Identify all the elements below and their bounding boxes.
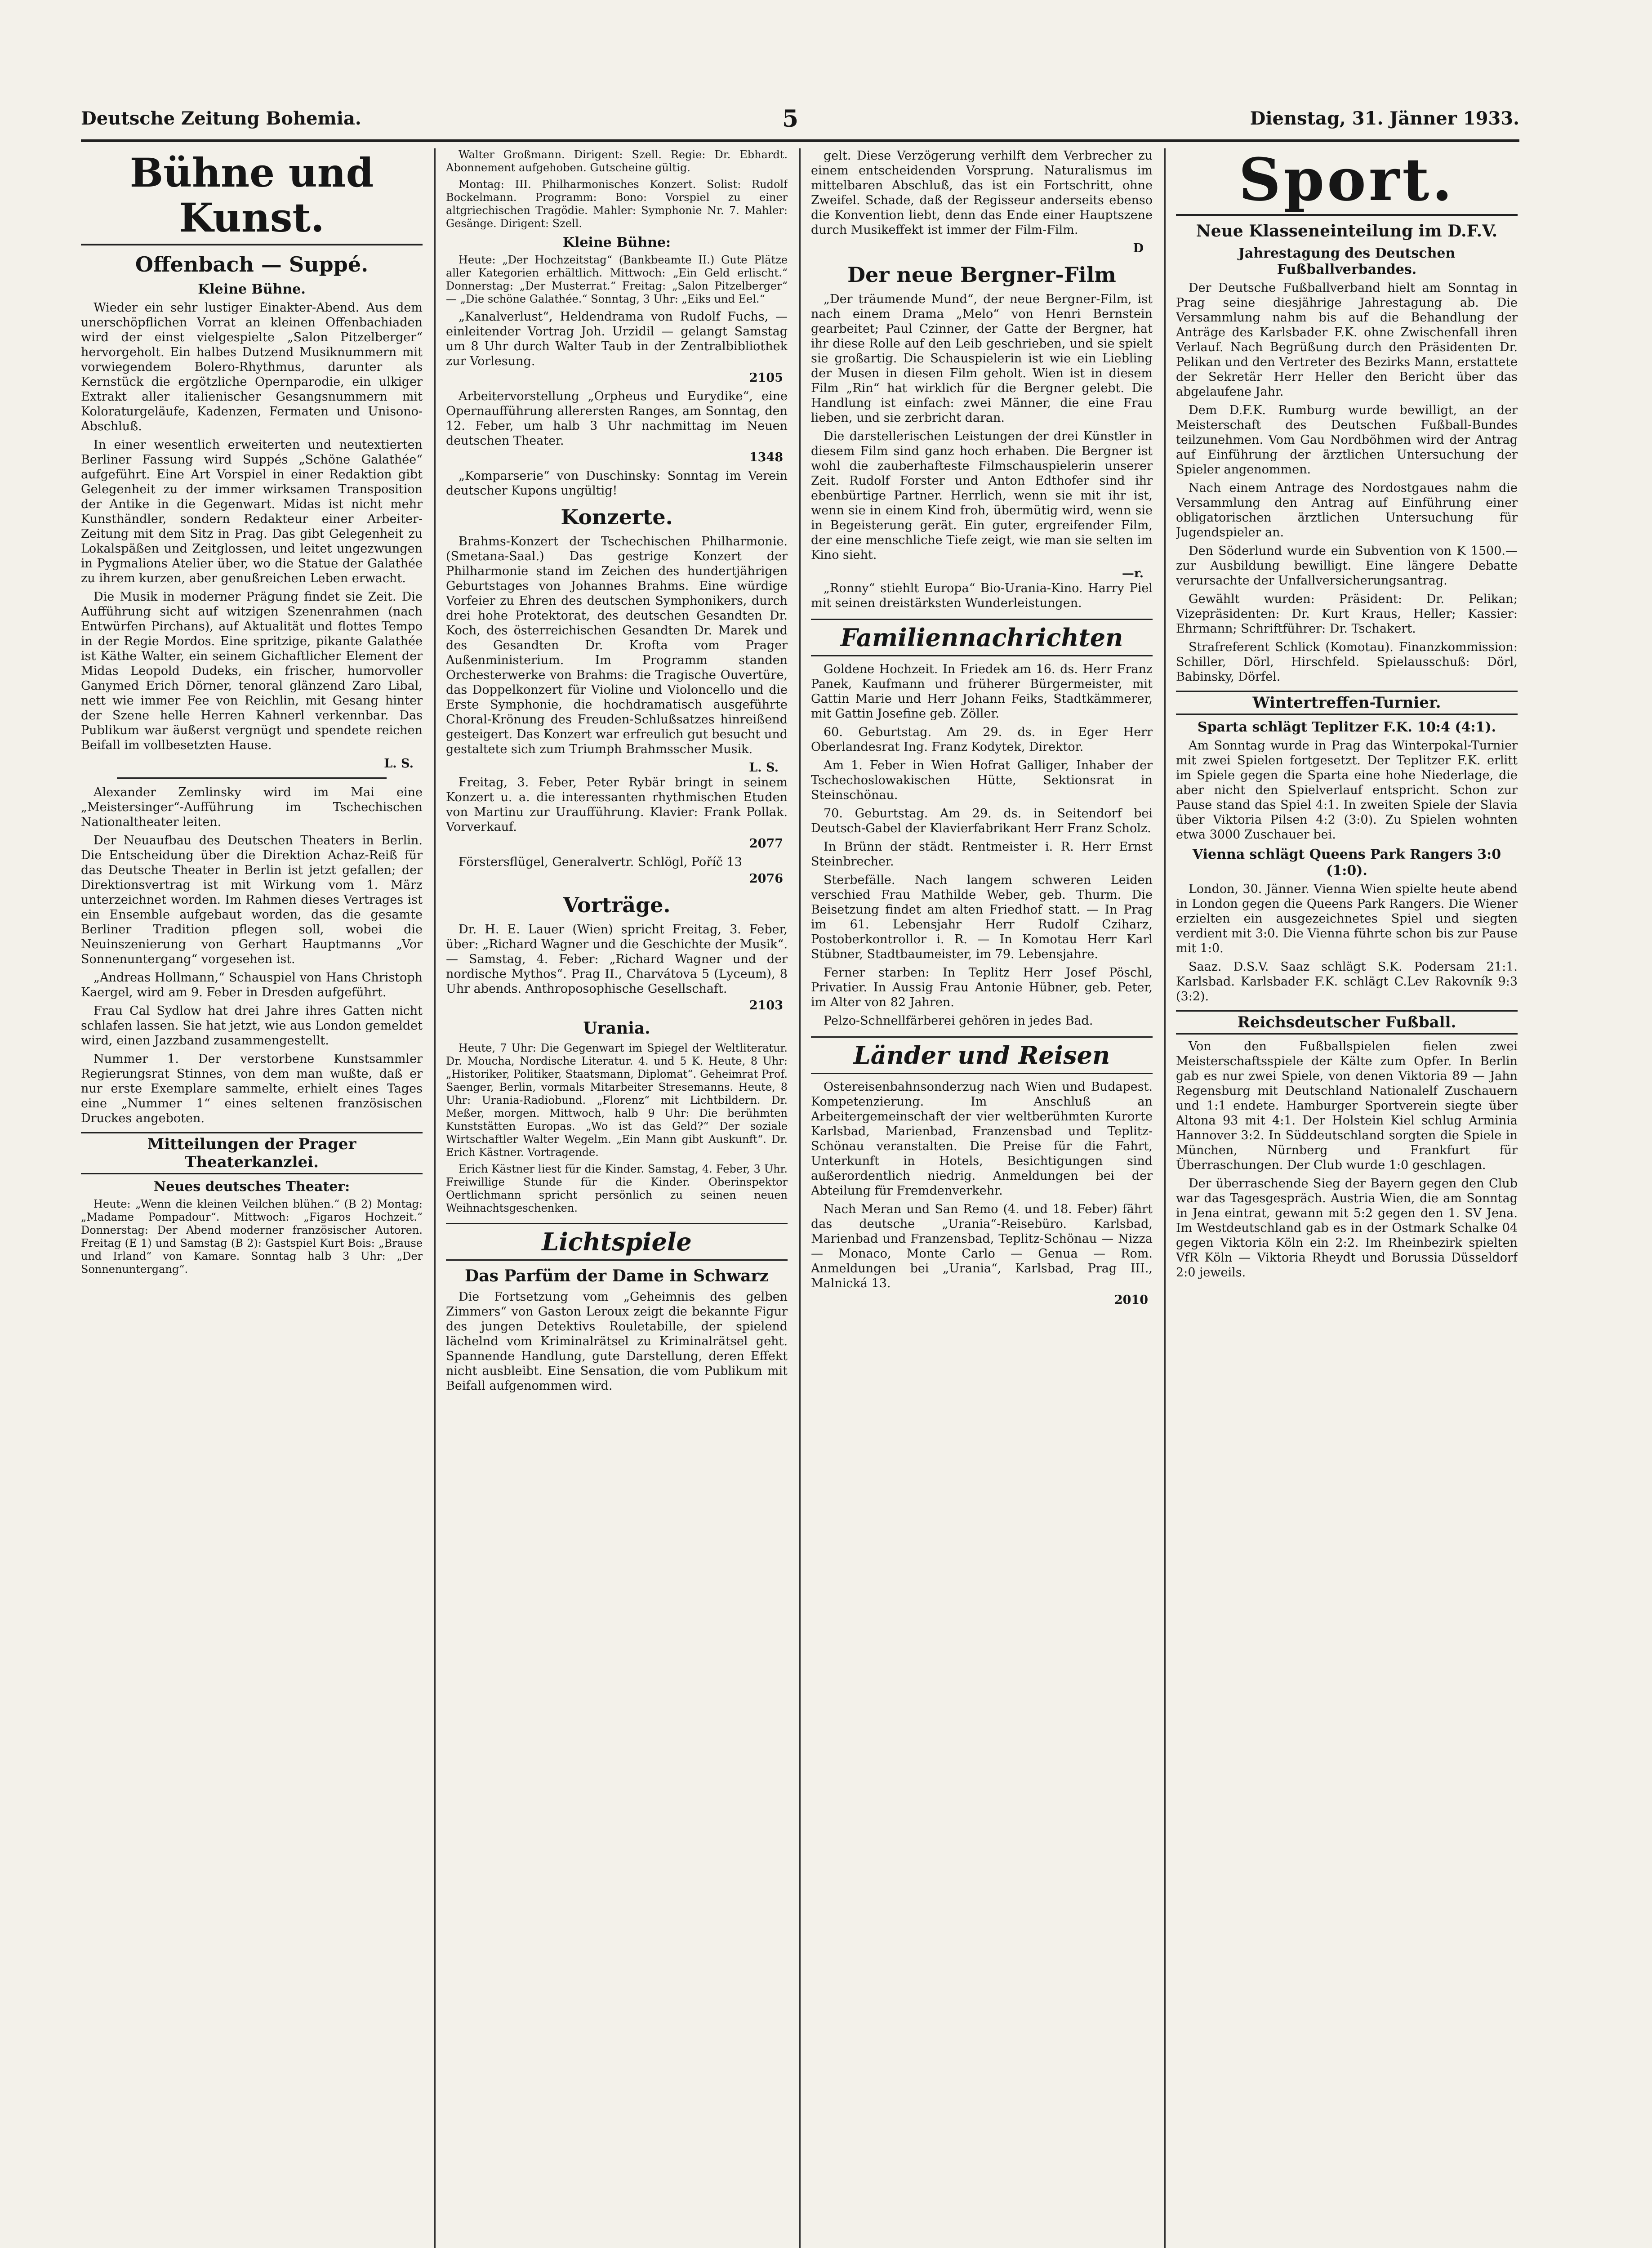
ad-number: 2076: [749, 872, 783, 886]
separator: [117, 777, 387, 779]
article-paragraph: Der Deutsche Fußballverband hielt am Sonntag in Prag seine diesjährige Jahrestagung ab. Die Versammlung nahm bis auf die Behandlung der Anträge des Karlsbader F.K. ohne Zwischenfall ihren Verlauf. Nach Begrüßung durch den Präsidenten Dr. Pelikan und den Vertreter des Bezirks Mann, erstattete der Sekretär Herr Heller den Bericht über das abgelaufene Jahr.: [1176, 281, 1518, 399]
section-heading: Vorträge.: [563, 893, 671, 917]
issue-date: Dienstag, 31. Jänner 1933.: [1250, 108, 1519, 129]
ad-number: 1348: [749, 450, 783, 464]
article-headline: Sparta schlägt Teplitzer F.K. 10:4 (4:1).: [1197, 719, 1496, 735]
masthead: [81, 99, 1519, 142]
article-paragraph: Die Fortsetzung vom „Geheimnis des gelben Zimmers“ von Gaston Leroux zeigt die bekannte Figur des jungen Detektivs Rouletabille, der spielend lächelnd vom Kriminalrätsel zu Kriminalrätsel geht. Spannende Handlung, gute Darstellung, deren Effekt nicht ausbleibt. Eine Sensation, die vom Publikum mit Beifall aufgenommen wird.: [446, 1290, 788, 1393]
ad-number: 2105: [749, 371, 783, 385]
news-item: Ostereisenbahnsonderzug nach Wien und Budapest. Kompetenzierung. Im Anschluß an Arbeitergemeinschaft der vier weltberühmten Kurorte Karlsbad, Marienbad, Franzensbad und Teplitz-Schönau veranstalten. Die Preise für die Fahrt, Unterkunft in Hotels, Besichtigungen sind außerordentlich niedrig. Anmeldungen bei der Abteilung für Fremdenverkehr.: [811, 1080, 1153, 1198]
author-signature: —r.: [1122, 566, 1144, 580]
newspaper-page: [81, 99, 1519, 2248]
author-signature: D: [1133, 241, 1144, 255]
section-heading: Reichsdeutscher Fußball.: [1176, 1010, 1518, 1035]
article-headline: Der neue Bergner-Film: [847, 263, 1116, 287]
article-subhead: Kleine Bühne.: [198, 281, 306, 297]
author-signature: L. S.: [384, 757, 414, 771]
news-item: „Andreas Hollmann,“ Schauspiel von Hans Christoph Kaergel, wird am 9. Feber in Dresden aufgeführt.: [81, 971, 423, 999]
article-paragraph: Saaz. D.S.V. Saaz schlägt S.K. Podersam 21:1. Karlsbad. Karlsbader F.K. schlägt C.Lev Rakovník 9:3 (3:2).: [1176, 960, 1518, 1004]
news-item: Der Neuaufbau des Deutschen Theaters in Berlin. Die Entscheidung über die Direktion Achaz-Reiß für das Deutsche Theater in Berlin ist jetzt gefallen; der Direktionsvertrag ist mit Wirkung vom 1. März unterzeichnet worden. Im Rahmen dieses Vertrages ist ein Ensemble aufgebaut worden, das die gesamte Berliner Tradition pflegen soll, wobei die Neuinszenierung von Gerhart Hauptmanns „Vor Sonnenuntergang“ vorgesehen ist.: [81, 834, 423, 966]
article-paragraph: London, 30. Jänner. Vienna Wien spielte heute abend in London gegen die Queens Park Rangers. Die Wiener erzielten ein ausgezeichnetes Spiel und siegten verdient mit 3:0. Die Vienna führte schon bis zur Pause mit 1:0.: [1176, 882, 1518, 955]
news-item: 60. Geburtstag. Am 29. ds. in Eger Herr Oberlandesrat Ing. Franz Kodytek, Direktor.: [811, 725, 1153, 754]
section-heading: Mitteilungen der Prager Theaterkanzlei.: [81, 1132, 423, 1174]
news-item: In Brünn der städt. Rentmeister i. R. Herr Ernst Steinbrecher.: [811, 840, 1153, 869]
page-number: 5: [782, 105, 799, 133]
news-item: Nach Meran und San Remo (4. und 18. Feber) fährt das deutsche „Urania“-Reisebüro. Karlsbad, Marienbad und Franzensbad, Teplitz-Schönau — Nizza — Monaco, Monte Carlo — Genua — Rom. Anmeldungen bei „Urania“, Karlsbad, Prag III., Malnická 13.: [811, 1202, 1153, 1290]
article-paragraph: „Der träumende Mund“, der neue Bergner-Film, ist nach einem Drama „Melo“ von Henri Bernstein gearbeitet; Paul Czinner, der Gatte der Bergner, hat ihr diese Rolle auf den Leib geschrieben, und sie spielt sie großartig. Die Schauspielerin ist wie ein Liebling der Musen in diesen Film geholt. Wien ist in diesem Film „Rin“ hat wirklich für die Bergner gelebt. Die Handlung ist einfach: zwei Männer, die eine Frau lieben, und sie zerbricht daran.: [811, 292, 1153, 425]
ad-number: 2103: [749, 999, 783, 1012]
column-4: [1176, 148, 1518, 2248]
section-subheading: Neues deutsches Theater:: [153, 1179, 350, 1195]
article-paragraph: In einer wesentlich erweiterten und neutextierten Berliner Fassung wird Suppés „Schöne Galathée“ aufgeführt. Eine Art Vorspiel in einer Redaktion gibt Gelegenheit zu der immer wirksamen Transposition der Antike in die Gegenwart. Midas ist nicht mehr Kunsthändler, sondern Redakteur einer Arbeiter-Zeitung mit dem Sitz in Prag. Das gibt Gelegenheit zu Lokalspäßen und Zeitglossen, und leitet ungezwungen in Pygmalions Atelier über, wo die Statue der Galathée zu ihrem kurzen, aber genußreichen Leben erwacht.: [81, 438, 423, 585]
article-headline: Offenbach — Suppé.: [135, 252, 369, 277]
article-paragraph: Den Söderlund wurde ein Subvention von K 1500.— zur Ausbildung bewilligt. Eine längere Debatte verursachte der Unfallversicherungsantrag.: [1176, 544, 1518, 588]
column-divider: [1164, 148, 1166, 2248]
article-headline: Vienna schlägt Queens Park Rangers 3:0 (1:0).: [1192, 847, 1501, 879]
news-item: Am 1. Feber in Wien Hofrat Galliger, Inhaber der Tschechoslowakischen Hütte, Sektionsrat in Steinschönau.: [811, 758, 1153, 802]
article-paragraph: Gewählt wurden: Präsident: Dr. Pelikan; Vizepräsidenten: Dr. Kurt Kraus, Heller; Kassier: Ehrmann; Schriftführer: Dr. Tschakert.: [1176, 592, 1518, 636]
article-headline: Neue Klasseneinteilung im D.F.V.: [1196, 222, 1498, 241]
article-paragraph: Strafreferent Schlick (Komotau). Finanzkommission: Schiller, Dörl, Hirschfeld. Spielausschuß: Dörl, Babinsky, Dörfel.: [1176, 640, 1518, 684]
article-paragraph: Die Musik in moderner Prägung findet sie Zeit. Die Aufführung sicht auf witzigen Szenenrahmen (nach Entwürfen Pirchans), auf Aktualität und flottes Tempo in der Regie Mordos. Eine spritzige, pikante Galathée ist Käthe Walter, ein seinem Gichaftlicher Element der Midas Leopold Dudeks, ein frischer, humorvoller Ganymed Erich Dörner, tenoral glänzend Zaro Libal, nett wie immer Fee von Reichlin, mit Gesang hinter der Szene helle Herren Kahnerl verkennbar. Das Publikum war äußerst vergnügt und spendete reichen Beifall im vollbesetzten Hause.: [81, 590, 423, 752]
program-listing: Heute: „Wenn die kleinen Veilchen blühen.“ (B 2) Montag: „Madame Pompadour“. Mittwoch: „Figaros Hochzeit.“ Donnerstag: Der Abend moderner französischer Autoren. Freitag (E 1) und Samstag (B 2): Gastspiel Kurt Bois: „Brause und Irland“ von Kamare. Sonntag halb 3 Uhr: „Der Sonnenuntergang“.: [81, 1198, 423, 1276]
article-headline: Das Parfüm der Dame in Schwarz: [465, 1267, 769, 1285]
article-paragraph: Die darstellerischen Leistungen der drei Künstler in diesem Film sind ganz hoch erhaben. Die Bergner ist wohl die zauberhafteste Filmschauspielerin unserer Zeit. Rudolf Forster und Anton Edthofer sind ihr ebenbürtige Partner. Herrlich, wenn sie mit ihr ist, wenn sie in einem Kind froh, übermütig wird, wenn sie in Begeisterung gerät. Ein guter, ergreifender Film, der eine menschliche Tiefe zeigt, wie man sie selten im Kino sieht.: [811, 429, 1153, 562]
article-paragraph: Am Sonntag wurde in Prag das Winterpokal-Turnier mit zwei Spielen fortgesetzt. Der Teplitzer F.K. erlitt im Spiele gegen die Sparta eine hohe Niederlage, die aber nicht den Spielverlauf entspricht. Schon zur Pause stand das Spiel 4:1. In zweiten Spiele der Slavia über Viktoria Pilsen 4:2 (3:0). Zu Spielen wohnten etwa 3000 Zuschauer bei.: [1176, 739, 1518, 842]
news-item: Frau Cal Sydlow hat drei Jahre ihres Gatten nicht schlafen lassen. Sie hat jetzt, wie aus London gemeldet wird, einen Jazzband zusammengestellt.: [81, 1004, 423, 1048]
program-listing: Heute: „Der Hochzeitstag“ (Bankbeamte II.) Gute Plätze aller Kategorien erhältlich. Mittwoch: „Ein Geld erlischt.“ Donnerstag: „Der Musterrat.“ Freitag: „Salon Pitzelberger“ — „Die schöne Galathée.“ Sonntag, 3 Uhr: „Eiks und Eel.“: [446, 254, 788, 305]
section-title-sport: Sport.: [1176, 148, 1518, 216]
news-item: Nummer 1. Der verstorbene Kunstsammler Regierungsrat Stinnes, von dem man wußte, daß er nur erste Exemplare sammelte, erhielt eines Tages eine „Nummer 1“ eines seltenen französischen Druckes angeboten.: [81, 1052, 423, 1125]
news-item: Arbeitervorstellung „Orpheus und Eurydike“, eine Opernaufführung allerersten Ranges, am Sonntag, den 12. Feber, um halb 3 Uhr nachmittag im Neuen deutschen Theater.: [446, 389, 788, 448]
section-title-cinema: Lichtspiele: [446, 1223, 788, 1261]
ad-number: 2010: [1114, 1293, 1148, 1307]
section-title-family: Familiennachrichten: [811, 619, 1153, 656]
article-paragraph: Brahms-Konzert der Tschechischen Philharmonie. (Smetana-Saal.) Das gestrige Konzert der Philharmonie stand im Zeichen des hundertjährigen Geburtstages von Johannes Brahms. Eine würdige Vorfeier zu Ehren des deutschen Symphonikers, durch drei hohe Protektorat, des deutschen Gesandten Dr. Koch, des österreichischen Gesandten Dr. Marek und des Gesandten Dr. Krofta vom Prager Außenministerium. Im Programm standen Orchesterwerke von Brahms: die Tragische Ouvertüre, das Doppelkonzert für Violine und Violoncello und die Erste Symphonie, die hochdramatisch ausgeführte Choral-Krönung des Freuden-Schlußsatzes hinreißend gesteigert. Das Konzert war erfreulich gut besucht und gestaltete sich zum Triumph Brahmsscher Musik.: [446, 535, 788, 756]
news-item: Dr. H. E. Lauer (Wien) spricht Freitag, 3. Feber, über: „Richard Wagner und die Geschichte der Musik“. — Samstag, 4. Feber: „Richard Wagner und der nordische Mythos“. Prag II., Charvátova 5 (Lyceum), 8 Uhr abends. Anthroposophische Gesellschaft.: [446, 923, 788, 996]
article-paragraph: Nach einem Antrage des Nordostgaues nahm die Versammlung den Antrag auf Einführung einer obligatorischen ärztlichen Untersuchung für Jugendspieler an.: [1176, 481, 1518, 540]
column-1: [81, 148, 423, 2248]
column-divider: [799, 148, 801, 2248]
news-item: „Ronny“ stiehlt Europa“ Bio-Urania-Kino. Harry Piel mit seinen dreistärksten Wunderleistungen.: [811, 581, 1153, 610]
ad-number: 2077: [749, 837, 783, 851]
article-paragraph: Von den Fußballspielen fielen zwei Meisterschaftsspiele der Kälte zum Opfer. In Berlin gab es nur zwei Spiele, von denen Viktoria 89 — Jahn Regensburg mit Deutschland Nationalelf Zuschauern und 1:1 endete. Hamburger Sportverein siegte über Altona 93 mit 4:1. Der Holstein Kiel schlug Arminia Hannover 3:2. In Süddeutschland sorgten die Spiele in München, Nürnberg und Frankfurt für Überraschungen. Der Club wurde 1:0 geschlagen.: [1176, 1039, 1518, 1172]
author-signature: L. S.: [749, 761, 779, 775]
column-divider: [434, 148, 436, 2248]
news-item: Freitag, 3. Feber, Peter Rybär bringt in seinem Konzert u. a. die interessanten rhythmischen Etuden von Martinu zur Uraufführung. Klavier: Frank Pollak. Vorverkauf.: [446, 776, 788, 834]
newspaper-name: Deutsche Zeitung Bohemia.: [81, 108, 361, 129]
program-listing: Erich Kästner liest für die Kinder. Samstag, 4. Feber, 3 Uhr. Freiwillige Stunde für die Kinder. Oberinspektor Oertlichmann spricht persönlich zu seinen neuen Weihnachtsgeschenken.: [446, 1163, 788, 1214]
section-heading: Wintertreffen-Turnier.: [1176, 691, 1518, 715]
section-heading: Urania.: [583, 1019, 650, 1038]
article-paragraph: Der überraschende Sieg der Bayern gegen den Club war das Tagesgespräch. Austria Wien, die am Sonntag in Jena eintrat, gewann mit 5:2 gegen den 1. SV Jena. Im Westdeutschland gab es in der Ostmark Schalke 04 gegen Viktoria Köln ein 2:2. Im Rheinbezirk spielten VfR Köln — Viktoria Rheydt und Borussia Düsseldorf 2:0 jeweils.: [1176, 1177, 1518, 1280]
news-item: Pelzo-Schnellfärberei gehören in jedes Bad.: [824, 1014, 1093, 1028]
news-item: Goldene Hochzeit. In Friedek am 16. ds. Herr Franz Panek, Kaufmann und früherer Bürgermeister, mit Gattin Marie und Herr Johann Feiks, Stadtkämmerer, mit Gattin Josefine geb. Zöller.: [811, 662, 1153, 721]
section-subheading: Kleine Bühne:: [562, 235, 671, 250]
program-listing: Heute, 7 Uhr: Die Gegenwart im Spiegel der Weltliteratur. Dr. Moucha, Nordische Literatur. 4. und 5 K. Heute, 8 Uhr: „Historiker, Politiker, Staatsmann, Diplomat“. Geheimrat Prof. Saenger, Berlin, vormals Mitarbeiter Stresemanns. Heute, 8 Uhr: Urania-Radiobund. „Florenz“ mit Lichtbildern. Dr. Meßer, morgen. Mittwoch, halb 9 Uhr: Die berühmten Kunststätten Europas. „Wo ist das Geld?“ Der soziale Wirtschaftler Walter Wegelm. „Ein Mann gibt Auskunft“. Dr. Erich Kästner. Vortragende.: [446, 1042, 788, 1159]
article-paragraph: gelt. Diese Verzögerung verhilft dem Verbrecher zu einem entscheidenden Vorsprung. Naturalismus im mittelbaren Abschluß, das ist ein Fortschritt, ohne Zweifel. Schade, daß der Regisseur anderseits ebenso die Konvention liebt, denn das Ende einer Hauptszene durch Musikeffekt ist immer der Film-Film.: [811, 149, 1153, 237]
news-item: „Komparserie“ von Duschinsky: Sonntag im Verein deutscher Kupons ungültig!: [446, 469, 788, 498]
news-item: 70. Geburtstag. Am 29. ds. in Seitendorf bei Deutsch-Gabel der Klavierfabrikant Herr Franz Scholz.: [811, 807, 1153, 835]
column-3: [811, 148, 1153, 2248]
news-item: Förstersflügel, Generalvertr. Schlögl, Poříč 13: [459, 855, 742, 869]
news-item: „Kanalverlust“, Heldendrama von Rudolf Fuchs, — einleitender Vortrag Joh. Urzidil — gelangt Samstag um 8 Uhr durch Walter Taub in der Zentralbibliothek zur Vorlesung.: [446, 310, 788, 368]
program-listing: Walter Großmann. Dirigent: Szell. Regie: Dr. Ebhardt. Abonnement aufgehoben. Gutscheine gültig.: [446, 148, 788, 174]
news-item: Alexander Zemlinsky wird im Mai eine „Meistersinger“-Aufführung im Tschechischen Nationaltheater leiten.: [81, 785, 423, 829]
section-heading: Konzerte.: [561, 505, 673, 529]
news-item: Ferner starben: In Teplitz Herr Josef Pöschl, Privatier. In Aussig Frau Antonie Hübner, geb. Peter, im Alter von 82 Jahren.: [811, 966, 1153, 1009]
article-paragraph: Wieder ein sehr lustiger Einakter-Abend. Aus dem unerschöpflichen Vorrat an kleinen Offenbachiaden wird der einst vielgespielte „Salon Pitzelberger“ hervorgeholt. Ein halbes Dutzend Musiknummern mit vorwiegendem Bolero-Rhythmus, darunter als Kernstück die ergötzliche Opernparodie, ein ulkiger Extrakt aller italienischer Gesangsnummern mit Koloraturgeläufe, Kadenzen, Fermaten und Unisono-Abschluß.: [81, 301, 423, 433]
article-paragraph: Dem D.F.K. Rumburg wurde bewilligt, an der Meisterschaft des Deutschen Fußball-Bundes teilzunehmen. Vom Gau Nordböhmen wird der Antrag auf Einführung der ärztlichen Untersuchung der Spieler angenommen.: [1176, 403, 1518, 477]
article-subhead: Jahrestagung des Deutschen Fußballverbandes.: [1238, 245, 1456, 277]
section-title-theater: Bühne und Kunst.: [81, 150, 423, 245]
section-title-travel: Länder und Reisen: [811, 1036, 1153, 1074]
column-2: [446, 148, 788, 2248]
program-listing: Montag: III. Philharmonisches Konzert. Solist: Rudolf Bockelmann. Programm: Bono: Vorspiel zu einer altgriechischen Tragödie. Mahler: Symphonie Nr. 7. Mahler: Gesänge. Dirigent: Szell.: [446, 178, 788, 230]
news-item: Sterbefälle. Nach langem schweren Leiden verschied Frau Mathilde Weber, geb. Thurm. Die Beisetzung findet am alten Friedhof statt. — In Prag im 61. Lebensjahr Herr Rudolf Cziharz, Postoberkontrollor i. R. — In Komotau Herr Karl Stübner, Stadtbaumeister, im 79. Lebensjahre.: [811, 873, 1153, 961]
